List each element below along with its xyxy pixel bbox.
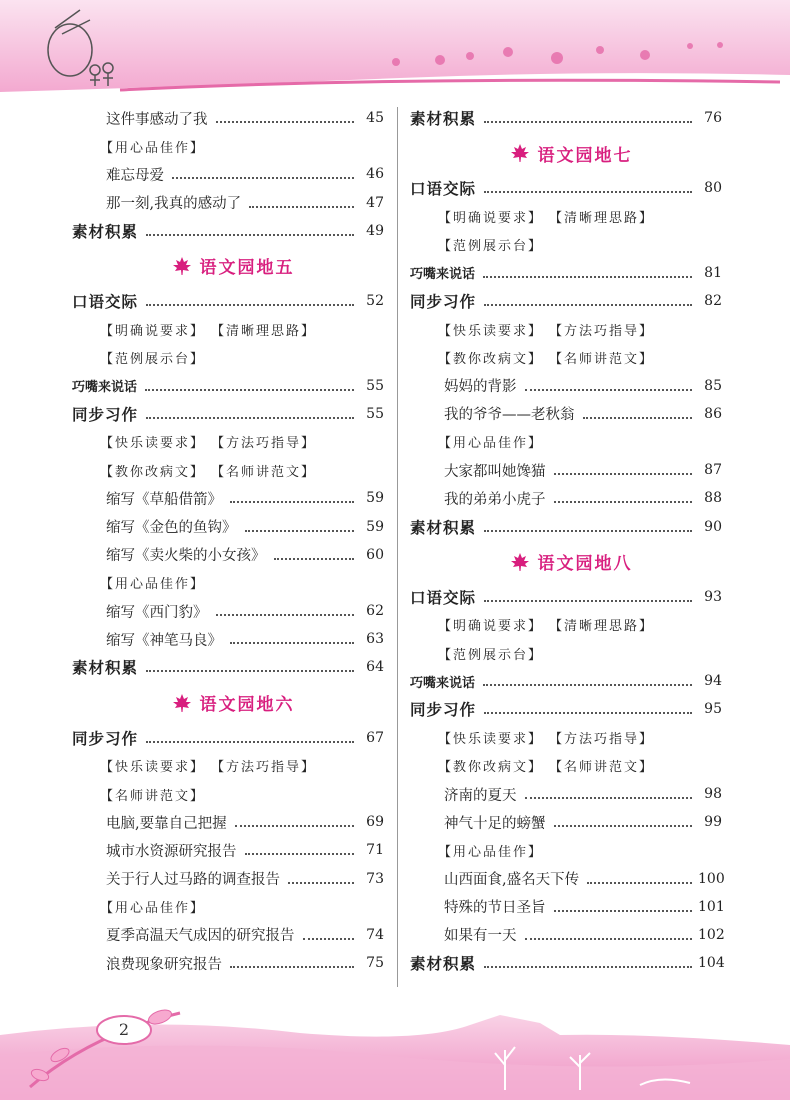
toc-entry-page: 98 <box>704 786 722 803</box>
dot-leader <box>303 938 355 940</box>
dot-leader <box>230 501 354 503</box>
toc-entry-page: 55 <box>366 405 384 422</box>
toc-entry[interactable] <box>72 541 384 569</box>
subsection-tag: 【方法巧指导】 <box>549 323 655 339</box>
toc-entry-title: 缩写《西门豹》 <box>106 604 208 621</box>
dot-leader <box>484 191 692 193</box>
page-number: 2 <box>118 1020 130 1039</box>
toc-entry-page: 71 <box>366 842 384 859</box>
toc-entry-page: 87 <box>704 462 722 479</box>
subsection-tags <box>410 343 722 371</box>
subsection-tag: 【快乐读要求】 <box>100 436 206 452</box>
toc-section-entry[interactable] <box>72 653 384 681</box>
toc-entry-page: 60 <box>366 546 384 563</box>
toc-entry-title: 神气十足的螃蟹 <box>444 815 546 832</box>
subsection-tag: 【明确说要求】 <box>438 210 544 226</box>
dot-leader <box>288 882 354 884</box>
toc-entry-title: 口语交际 <box>410 180 477 199</box>
toc-entry-page: 63 <box>366 631 384 648</box>
dot-leader <box>484 712 692 714</box>
subsection-tag: 【用心品佳作】 <box>100 901 206 917</box>
subsection-tags <box>410 724 722 752</box>
toc-entry-title: 同步习作 <box>72 729 139 748</box>
subsection-tag: 【范例展示台】 <box>438 239 544 255</box>
toc-section-entry[interactable] <box>410 667 722 695</box>
toc-entry-page: 88 <box>704 490 722 507</box>
toc-entry-title: 巧嘴来说话 <box>410 267 476 283</box>
dot-leader <box>245 853 355 855</box>
toc-entry-title: 大家都叫她馋猫 <box>444 463 546 480</box>
toc-entry-title: 山西面食,盛名天下传 <box>444 872 580 889</box>
toc-entry-title: 如果有一天 <box>444 928 517 945</box>
dot-leader <box>483 684 692 686</box>
toc-entry-page: 62 <box>366 603 384 620</box>
subsection-tag: 【清晰理思路】 <box>211 323 317 339</box>
toc-section-entry[interactable] <box>72 287 384 315</box>
toc-entry-title: 电脑,要靠自己把握 <box>106 815 227 832</box>
toc-section-entry[interactable] <box>72 400 384 428</box>
toc-entry-title: 浪费现象研究报告 <box>106 956 222 973</box>
toc-entry-page: 86 <box>704 405 722 422</box>
toc-entry-page: 67 <box>366 729 384 746</box>
section-heading <box>410 132 722 174</box>
toc-entry-page: 49 <box>366 222 384 239</box>
subsection-tag: 【清晰理思路】 <box>549 619 655 635</box>
top-banner-decoration <box>0 0 790 100</box>
toc-entry-page: 69 <box>366 814 384 831</box>
toc-entry-title: 巧嘴来说话 <box>410 675 476 691</box>
toc-entry-title: 同步习作 <box>410 293 477 312</box>
toc-section-entry[interactable] <box>410 512 722 540</box>
maple-leaf-icon <box>172 693 192 713</box>
dot-leader <box>146 304 354 306</box>
toc-entry[interactable] <box>410 865 725 893</box>
toc-entry-page: 82 <box>704 293 722 310</box>
subsection-tags <box>410 315 722 343</box>
toc-entry[interactable] <box>72 512 384 540</box>
toc-entry[interactable] <box>72 949 384 977</box>
dot-leader <box>583 417 693 419</box>
subsection-tags <box>410 231 722 259</box>
subsection-tag: 【名师讲范文】 <box>549 351 655 367</box>
toc-section-entry[interactable] <box>410 583 722 611</box>
toc-entry-title: 同步习作 <box>410 701 477 720</box>
dot-leader <box>554 501 693 503</box>
toc-entry-page: 46 <box>366 166 384 183</box>
subsection-tag: 【名师讲范文】 <box>549 760 655 776</box>
toc-entry-title: 素材积累 <box>410 110 477 129</box>
section-heading-title: 语文园地八 <box>537 554 633 575</box>
toc-entry-title: 素材积累 <box>410 518 477 537</box>
dot-leader <box>484 304 692 306</box>
subsection-tag: 【方法巧指导】 <box>549 732 655 748</box>
maple-leaf-icon <box>510 143 530 163</box>
toc-entry-page: 47 <box>366 194 384 211</box>
toc-entry[interactable] <box>72 865 384 893</box>
toc-entry-title: 缩写《草船借箭》 <box>106 491 222 508</box>
toc-entry[interactable] <box>72 625 384 653</box>
toc-entry-title: 关于行人过马路的调查报告 <box>106 872 280 889</box>
toc-entry-title: 同步习作 <box>72 405 139 424</box>
column-divider <box>397 107 398 987</box>
toc-section-entry[interactable] <box>72 372 384 400</box>
toc-entry-title: 素材积累 <box>72 659 139 678</box>
toc-entry-page: 102 <box>698 926 725 943</box>
toc-section-entry[interactable] <box>410 174 722 202</box>
toc-entry-title: 素材积累 <box>72 222 139 241</box>
toc-entry-page: 100 <box>698 870 725 887</box>
subsection-tags <box>72 428 384 456</box>
section-heading-title: 语文园地五 <box>199 258 295 279</box>
dot-leader <box>554 910 693 912</box>
dot-leader <box>587 882 692 884</box>
subsection-tag: 【清晰理思路】 <box>549 210 655 226</box>
dot-leader <box>525 389 693 391</box>
toc-entry[interactable] <box>410 456 722 484</box>
dot-leader <box>172 177 354 179</box>
toc-entry-page: 101 <box>698 898 725 915</box>
section-heading-title: 语文园地七 <box>537 145 633 166</box>
subsection-tags <box>72 343 384 371</box>
toc-entry[interactable] <box>72 160 384 188</box>
toc-entry[interactable] <box>410 893 725 921</box>
maple-leaf-icon <box>510 552 530 572</box>
toc-entry-title: 特殊的节日圣旨 <box>444 900 546 917</box>
subsection-tag: 【范例展示台】 <box>438 647 544 663</box>
subsection-tag: 【快乐读要求】 <box>100 760 206 776</box>
dot-leader <box>230 642 354 644</box>
toc-entry[interactable] <box>72 808 384 836</box>
dot-leader <box>146 741 354 743</box>
toc-entry-page: 59 <box>366 490 384 507</box>
subsection-tags <box>72 456 384 484</box>
subsection-tag: 【用心品佳作】 <box>438 436 544 452</box>
subsection-tags <box>72 315 384 343</box>
toc-entry-page: 81 <box>704 264 722 281</box>
toc-entry-title: 缩写《神笔马良》 <box>106 632 222 649</box>
subsection-tag: 【用心品佳作】 <box>100 140 206 156</box>
subsection-tag: 【明确说要求】 <box>438 619 544 635</box>
subsection-tag: 【方法巧指导】 <box>211 436 317 452</box>
toc-entry-page: 80 <box>704 180 722 197</box>
toc-entry-title: 口语交际 <box>72 293 139 312</box>
toc-entry-page: 104 <box>698 955 725 972</box>
section-heading <box>72 245 384 287</box>
subsection-tag: 【名师讲范文】 <box>211 464 317 480</box>
toc-entry-title: 夏季高温天气成因的研究报告 <box>106 928 295 945</box>
toc-entry-page: 52 <box>366 293 384 310</box>
dot-leader <box>249 206 354 208</box>
toc-entry[interactable] <box>72 189 384 217</box>
subsection-tag: 【教你改病文】 <box>438 760 544 776</box>
dot-leader <box>146 670 354 672</box>
maple-leaf-icon <box>172 256 192 276</box>
dot-leader <box>235 825 354 827</box>
toc-entry-title: 缩写《金色的鱼钩》 <box>106 520 237 537</box>
toc-entry-title: 难忘母爱 <box>106 167 164 184</box>
toc-entry-title: 这件事感动了我 <box>106 111 208 128</box>
subsection-tags <box>72 569 384 597</box>
toc-entry[interactable] <box>410 921 725 949</box>
subsection-tags <box>72 780 384 808</box>
dot-leader <box>274 558 355 560</box>
toc-section-entry[interactable] <box>410 104 722 132</box>
subsection-tags <box>410 639 722 667</box>
toc-entry-page: 74 <box>366 926 384 943</box>
toc-section-entry[interactable] <box>72 217 384 245</box>
dot-leader <box>484 600 692 602</box>
subsection-tags <box>410 428 722 456</box>
dot-leader <box>525 797 693 799</box>
toc-entry-page: 75 <box>366 955 384 972</box>
toc-entry[interactable] <box>410 372 722 400</box>
toc-entry[interactable] <box>410 400 722 428</box>
dot-leader <box>554 473 693 475</box>
subsection-tags <box>410 202 722 230</box>
toc-entry-page: 90 <box>704 518 722 535</box>
dot-leader <box>230 966 354 968</box>
toc-entry-title: 我的弟弟小虎子 <box>444 491 546 508</box>
toc-entry-title: 缩写《卖火柴的小女孩》 <box>106 548 266 565</box>
subsection-tag: 【方法巧指导】 <box>211 760 317 776</box>
subsection-tag: 【用心品佳作】 <box>100 577 206 593</box>
toc-left-column <box>72 104 384 977</box>
subsection-tag: 【快乐读要求】 <box>438 732 544 748</box>
toc-entry-title: 城市水资源研究报告 <box>106 843 237 860</box>
dot-leader <box>146 234 354 236</box>
toc-entry-page: 76 <box>704 110 722 127</box>
section-heading <box>72 682 384 724</box>
toc-entry[interactable] <box>72 836 384 864</box>
toc-entry-page: 95 <box>704 701 722 718</box>
dot-leader <box>216 614 355 616</box>
toc-entry[interactable] <box>410 808 722 836</box>
dot-leader <box>554 825 693 827</box>
toc-entry-page: 45 <box>366 110 384 127</box>
subsection-tags <box>410 752 722 780</box>
toc-entry[interactable] <box>72 921 384 949</box>
toc-section-entry[interactable] <box>72 724 384 752</box>
toc-entry-page: 55 <box>366 377 384 394</box>
dot-leader <box>525 938 693 940</box>
subsection-tag: 【教你改病文】 <box>438 351 544 367</box>
subsection-tag: 【快乐读要求】 <box>438 323 544 339</box>
toc-entry-page: 59 <box>366 518 384 535</box>
dot-leader <box>216 121 355 123</box>
dot-leader <box>484 530 692 532</box>
toc-entry-title: 妈妈的背影 <box>444 379 517 396</box>
dot-leader <box>146 417 354 419</box>
dot-leader <box>483 276 692 278</box>
toc-entry-page: 93 <box>704 588 722 605</box>
dot-leader <box>245 530 355 532</box>
toc-entry-page: 94 <box>704 673 722 690</box>
subsection-tags <box>72 752 384 780</box>
toc-entry-title: 济南的夏天 <box>444 787 517 804</box>
subsection-tags <box>72 132 384 160</box>
toc-entry[interactable] <box>410 780 722 808</box>
section-heading-title: 语文园地六 <box>199 695 295 716</box>
subsection-tag: 【教你改病文】 <box>100 464 206 480</box>
toc-right-column <box>410 104 725 977</box>
toc-entry-title: 素材积累 <box>410 955 477 974</box>
toc-entry-page: 99 <box>704 814 722 831</box>
dot-leader <box>484 121 692 123</box>
toc-entry-title: 那一刻,我真的感动了 <box>106 196 242 213</box>
subsection-tags <box>72 893 384 921</box>
bottom-banner-decoration <box>0 995 790 1100</box>
subsection-tag: 【范例展示台】 <box>100 351 206 367</box>
toc-entry[interactable] <box>72 597 384 625</box>
toc-section-entry[interactable] <box>410 287 722 315</box>
subsection-tags <box>410 836 722 864</box>
toc-section-entry[interactable] <box>410 259 722 287</box>
dot-leader <box>145 389 354 391</box>
toc-entry-page: 64 <box>366 659 384 676</box>
section-heading <box>410 541 722 583</box>
toc-entry-title: 口语交际 <box>410 588 477 607</box>
subsection-tags <box>410 611 722 639</box>
subsection-tag: 【明确说要求】 <box>100 323 206 339</box>
subsection-tag: 【名师讲范文】 <box>100 788 206 804</box>
toc-entry-page: 85 <box>704 377 722 394</box>
toc-entry[interactable] <box>72 484 384 512</box>
toc-entry[interactable] <box>410 484 722 512</box>
toc-entry[interactable] <box>72 104 384 132</box>
dot-leader <box>484 966 692 968</box>
toc-entry-title: 我的爷爷——老秋翁 <box>444 407 575 424</box>
toc-section-entry[interactable] <box>410 695 722 723</box>
toc-section-entry[interactable] <box>410 949 725 977</box>
subsection-tag: 【用心品佳作】 <box>438 844 544 860</box>
toc-entry-title: 巧嘴来说话 <box>72 380 138 396</box>
toc-entry-page: 73 <box>366 870 384 887</box>
